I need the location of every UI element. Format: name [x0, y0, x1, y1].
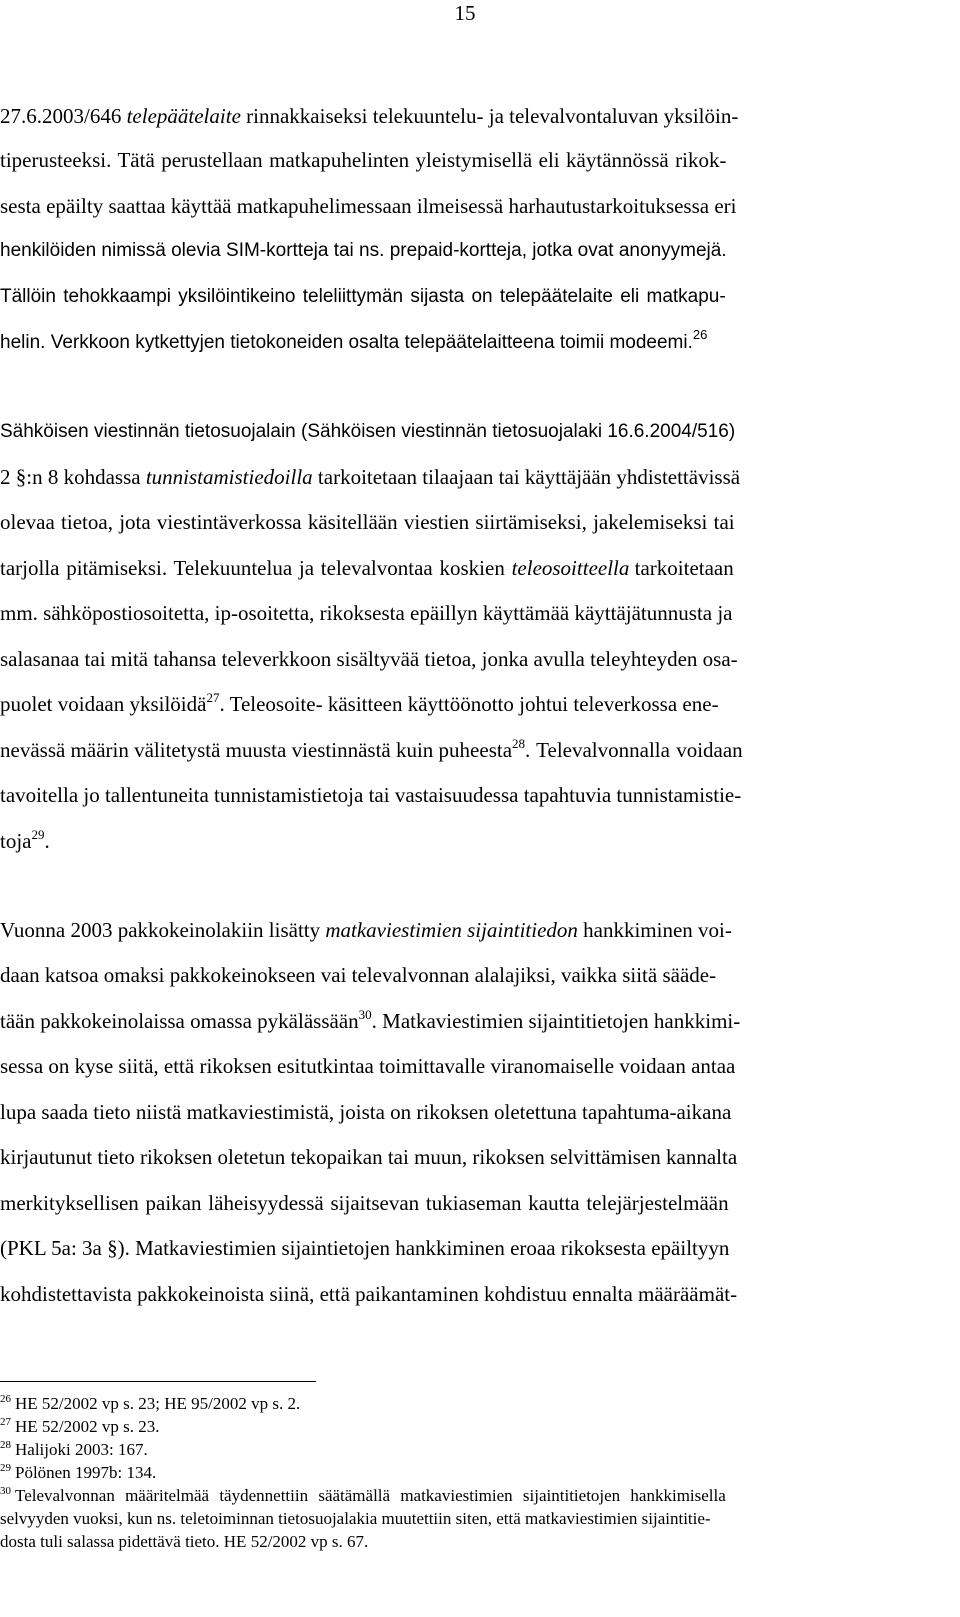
paragraph-3-line-6: kirjautunut tieto rikoksen oletetun tekopaikan tai muun, rikoksen selvittämisen kannalta	[0, 1145, 738, 1169]
footnote-ref-28: 28	[512, 736, 526, 751]
paragraph-2-line-10: toja$^{29}$.	[0, 827, 50, 853]
paragraph-1-line-2: tiperusteeksi. Tätä perustellaan matkapuhelinten yleistymisellä eli käytännössä rikok-	[0, 148, 727, 172]
paragraph-2-line-6: salasanaa tai mitä tahansa televerkkoon sisältyvää tietoa, jonka avulla teleyhteyden osa-	[0, 647, 738, 671]
paragraph-1-line-3: sesta epäilty saattaa käyttää matkapuhelimessaan ilmeisessä harhautustarkoituksessa eri	[0, 194, 737, 218]
paragraph-2-line-8: nevässä määrin välitetystä muusta viestinnästä kuin puheesta$^{28}$. Televalvonnalla voidaan	[0, 736, 743, 762]
paragraph-2-line-1: Sähköisen viestinnän tietosuojalain (Sähköisen viestinnän tietosuojalaki 16.6.2004/516)	[0, 421, 736, 442]
footnote-30: $^{30}$ Televalvonnan määritelmää täydennettiin säätämällä matkaviestimien sijaintitietojen hankkimisella	[0, 1485, 726, 1505]
footnote-30-line-2: selvyyden vuoksi, kun ns. teletoiminnan tietosuojalakia muutettiin siten, että matkaviestimien sijaintitie-	[0, 1509, 711, 1528]
footnote-separator	[0, 1381, 316, 1382]
footnote-ref-26: 26	[692, 327, 708, 342]
footnote-ref-30: 30	[358, 1007, 372, 1022]
paragraph-1-line-5: Tällöin tehokkaampi yksilöintikeino teleliittymän sijasta on telepäätelaite eli matkapu-	[0, 286, 726, 307]
footnote-28: $^{28}$ Halijoki 2003: 167.	[0, 1439, 148, 1459]
paragraph-3-line-3: tään pakkokeinolaissa omassa pykälässään$^{30}$. Matkaviestimien sijaintitietojen hankkimi-	[0, 1007, 741, 1033]
paragraph-2-line-4: tarjolla pitämiseksi. Telekuuntelua ja televalvontaa koskien teleosoitteella tarkoitetaan	[0, 556, 734, 580]
paragraph-3-line-2: daan katsoa omaksi pakkokeinokseen vai televalvonnan alalajiksi, vaikka siitä sääde-	[0, 963, 717, 987]
footnote-26: $^{26}$ HE 52/2002 vp s. 23; HE 95/2002 vp s. 2.	[0, 1393, 301, 1413]
footnote-30-line-3: dosta tuli salassa pidettävä tieto. HE 52/2002 vp s. 67.	[0, 1532, 369, 1551]
paragraph-2-line-2: 2 §:n 8 kohdassa tunnistamistiedoilla tarkoitetaan tilaajaan tai käyttäjään yhdistettävissä	[0, 465, 741, 489]
paragraph-3-line-9: kohdistettavista pakkokeinoista siinä, että paikantaminen kohdistuu ennalta määräämät-	[0, 1282, 738, 1306]
footnote-ref-29: 29	[31, 827, 45, 842]
footnote-ref-27: 27	[206, 690, 220, 705]
paragraph-1-line-1: 27.6.2003/646 telepäätelaite rinnakkaiseksi telekuuntelu- ja televalvontaluvan yksilöin-	[0, 104, 739, 128]
paragraph-2-line-5: mm. sähköpostiosoitetta, ip-osoitetta, rikoksesta epäillyn käyttämää käyttäjätunnusta ja	[0, 601, 733, 625]
paragraph-3-line-5: lupa saada tieto niistä matkaviestimistä, joista on rikoksen oletettuna tapahtuma-aikana	[0, 1100, 732, 1124]
paragraph-1-line-6: helin. Verkkoon kytkettyjen tietokoneiden osalta telepäätelaitteena toimii modeemi.$^{26}$	[0, 327, 708, 353]
paragraph-3-line-1: Vuonna 2003 pakkokeinolakiin lisätty matkaviestimien sijaintitiedon hankkiminen voi-	[0, 918, 732, 942]
paragraph-2-line-3: olevaa tietoa, jota viestintäverkossa käsitellään viestien siirtämiseksi, jakelemiseksi tai	[0, 510, 735, 534]
paragraph-3-line-7: merkityksellisen paikan läheisyydessä sijaitsevan tukiaseman kautta telejärjestelmään	[0, 1191, 729, 1215]
page-number: 15	[454, 1, 476, 25]
paragraph-3-line-4: sessa on kyse siitä, että rikoksen esitutkintaa toimittavalle viranomaiselle voidaan antaa	[0, 1054, 736, 1078]
paragraph-2-line-9: tavoitella jo tallentuneita tunnistamistietoja tai vastaisuudessa tapahtuvia tunnistamistie-	[0, 783, 742, 807]
paragraph-2-line-7: puolet voidaan yksilöidä$^{27}$. Teleosoite- käsitteen käyttöönotto johtui televerkossa ene-	[0, 690, 719, 716]
footnote-27: $^{27}$ HE 52/2002 vp s. 23.	[0, 1416, 160, 1436]
paragraph-1-line-4: henkilöiden nimissä olevia SIM-kortteja tai ns. prepaid-kortteja, jotka ovat anonyymejä.	[0, 240, 727, 261]
paragraph-3-line-8: (PKL 5a: 3a §). Matkaviestimien sijaintietojen hankkiminen eroaa rikoksesta epäiltyyn	[0, 1236, 730, 1260]
footnote-29: $^{29}$ Pölönen 1997b: 134.	[0, 1462, 157, 1482]
